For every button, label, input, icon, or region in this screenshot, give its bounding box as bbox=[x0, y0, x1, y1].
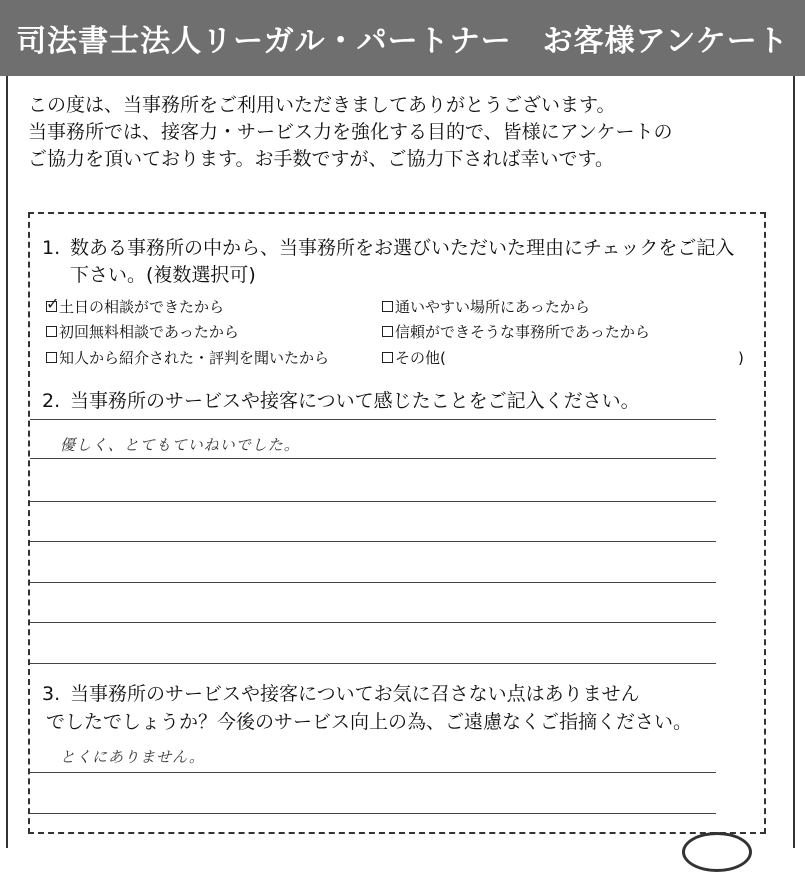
option-label: 初回無料相談であったから bbox=[59, 323, 239, 341]
checkbox-icon[interactable] bbox=[382, 326, 393, 337]
survey-header bbox=[0, 0, 805, 76]
question-3-text-line2: でしたでしょうか？今後のサービス向上の為、ご遠慮なくご指摘ください。 bbox=[46, 711, 693, 733]
option-other[interactable] bbox=[382, 347, 446, 368]
question-3-heading bbox=[42, 680, 640, 708]
answer-line bbox=[30, 622, 716, 623]
answer-line bbox=[30, 458, 716, 459]
answer-line bbox=[30, 501, 716, 502]
question-1-text-line2: 下さい。(複数選択可) bbox=[70, 264, 256, 286]
checkbox-icon[interactable] bbox=[46, 352, 57, 363]
option-label: 土日の相談ができたから bbox=[59, 298, 225, 316]
option-weekend-consultation[interactable] bbox=[46, 296, 224, 317]
intro-line: この度は、当事務所をご利用いただきましてありがとうございます。 bbox=[28, 94, 616, 116]
question-3-number: 3. bbox=[42, 683, 61, 705]
answer-line bbox=[30, 541, 716, 542]
answer-line bbox=[30, 582, 716, 583]
intro-line: ご協力を頂いております。お手数ですが、ご協力下されば幸いです。 bbox=[28, 148, 614, 170]
question-2-text: 当事務所のサービスや接客について感じたことをご記入ください。 bbox=[70, 390, 640, 412]
checkbox-checked-icon[interactable] bbox=[46, 301, 57, 312]
stamp-mark bbox=[682, 832, 752, 872]
checkbox-icon[interactable] bbox=[382, 301, 393, 312]
option-trustworthy-office[interactable] bbox=[382, 321, 650, 342]
question-1-text: 数ある事務所の中から、当事務所をお選びいただいた理由にチェックをご記入 bbox=[70, 237, 735, 259]
answer-line bbox=[30, 813, 716, 814]
question-2-answer[interactable]: 優しく、とてもていねいでした。 bbox=[60, 436, 300, 454]
question-3-answer[interactable]: とくにありません。 bbox=[60, 748, 205, 766]
question-2-heading bbox=[42, 387, 640, 415]
answer-line bbox=[30, 772, 716, 773]
question-1-number: 1. bbox=[42, 237, 61, 259]
option-label: その他( bbox=[395, 349, 446, 367]
checkbox-icon[interactable] bbox=[382, 352, 393, 363]
option-label: 通いやすい場所にあったから bbox=[395, 298, 590, 316]
option-free-first-consultation[interactable] bbox=[46, 321, 239, 342]
option-label: 信頼ができそうな事務所であったから bbox=[395, 323, 650, 341]
option-convenient-location[interactable] bbox=[382, 296, 590, 317]
option-referral[interactable] bbox=[46, 347, 329, 368]
option-label: 知人から紹介された・評判を聞いたから bbox=[59, 349, 330, 367]
intro-text bbox=[28, 92, 768, 173]
answer-line bbox=[30, 663, 716, 664]
answer-line bbox=[30, 419, 716, 420]
checkbox-icon[interactable] bbox=[46, 326, 57, 337]
intro-line: 当事務所では、接客力・サービス力を強化する目的で、皆様にアンケートの bbox=[28, 121, 673, 143]
option-other-close-paren: ) bbox=[738, 349, 744, 367]
question-1-heading bbox=[42, 234, 734, 262]
survey-title: 司法書士法人リーガル・パートナー お客様アンケート bbox=[16, 24, 789, 59]
question-2-number: 2. bbox=[42, 390, 61, 412]
question-3-text: 当事務所のサービスや接客についてお気に召さない点はありません bbox=[70, 683, 640, 705]
